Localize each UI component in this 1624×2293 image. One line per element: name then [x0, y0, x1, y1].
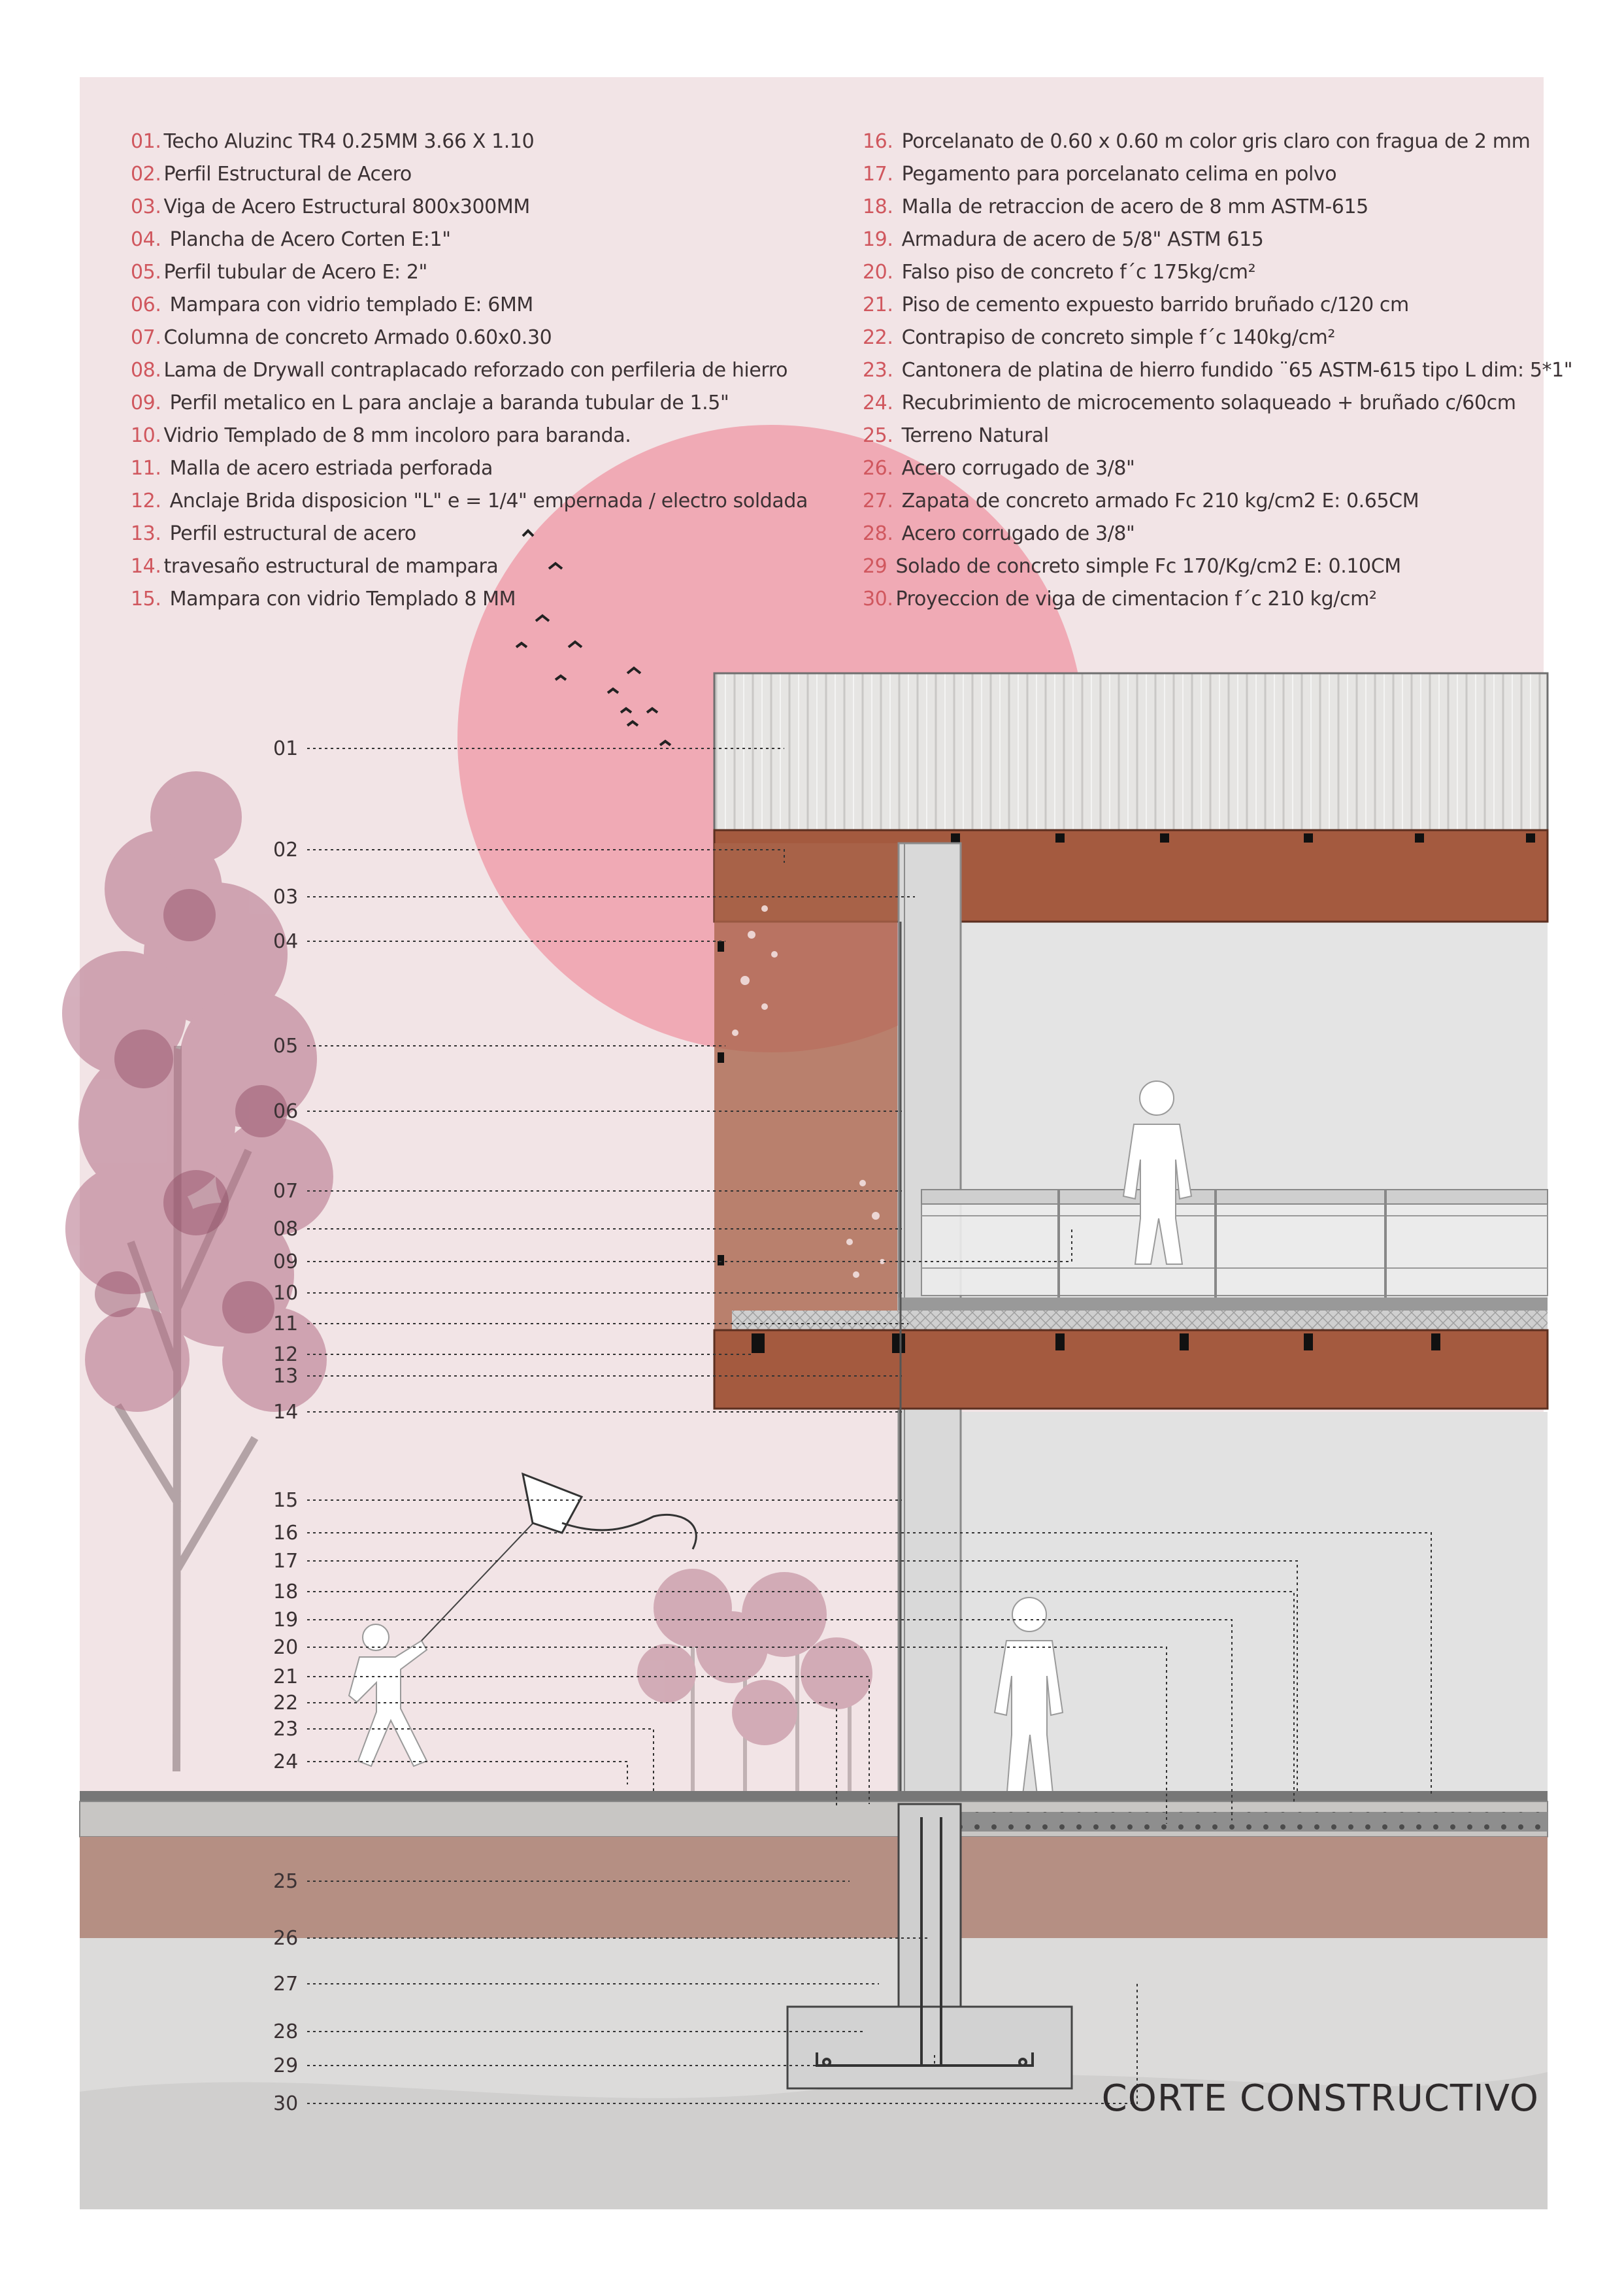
callout-number: 13	[273, 1365, 299, 1388]
legend-text: Columna de concreto Armado 0.60x0.30	[163, 326, 552, 349]
legend-item	[131, 191, 850, 224]
legend-item	[131, 550, 850, 583]
railing	[921, 1190, 1548, 1297]
legend-text: Mampara con vidrio Templado 8 MM	[163, 588, 516, 611]
legend-item	[131, 256, 850, 289]
legend-number: 09.	[131, 392, 161, 414]
foundation-pier	[899, 1804, 961, 2007]
legend-text: Solado de concreto simple Fc 170/Kg/cm2 E: 0.10CM	[889, 555, 1401, 578]
legend-text: Armadura de acero de 5/8" ASTM 615	[895, 228, 1264, 251]
footing	[787, 2007, 1072, 2088]
legend-item	[131, 583, 850, 616]
legend-number: 14.	[131, 555, 161, 578]
legend-item	[863, 289, 1595, 322]
legend-number: 26.	[863, 457, 893, 480]
legend-item	[131, 420, 850, 452]
legend-text: Terreno Natural	[895, 424, 1049, 447]
legend-item	[131, 224, 850, 256]
legend-text: Falso piso de concreto f´c 175kg/cm²	[895, 261, 1256, 284]
ground-line	[80, 1791, 1548, 1801]
legend-right	[863, 126, 1595, 616]
legend-number: 16.	[863, 130, 893, 153]
callout-number: 30	[273, 2092, 299, 2115]
legend-number: 29	[863, 555, 887, 578]
legend-item	[131, 126, 850, 158]
callout-number: 18	[273, 1581, 299, 1603]
interior-lower	[961, 1412, 1548, 1804]
legend-number: 11.	[131, 457, 161, 480]
callout-number: 22	[273, 1692, 299, 1715]
legend-number: 04.	[131, 228, 161, 251]
callout-number: 08	[273, 1218, 299, 1241]
earth-layer	[80, 1837, 1548, 1938]
legend-text: Acero corrugado de 3/8"	[895, 522, 1135, 545]
legend-number: 22.	[863, 326, 893, 349]
legend-number: 27.	[863, 490, 893, 512]
callout-number: 20	[273, 1636, 299, 1659]
legend-number: 19.	[863, 228, 893, 251]
legend-item	[131, 289, 850, 322]
legend-number: 24.	[863, 392, 893, 414]
legend-text: Malla de retraccion de acero de 8 mm ASTM-615	[895, 195, 1368, 218]
callout-number: 14	[273, 1401, 299, 1424]
legend-number: 12.	[131, 490, 161, 512]
legend-number: 20.	[863, 261, 893, 284]
legend-item	[131, 518, 850, 550]
steel-deck	[732, 1311, 1548, 1330]
legend-number: 30.	[863, 588, 893, 611]
legend-text: Plancha de Acero Corten E:1"	[163, 228, 451, 251]
legend-text: Proyeccion de viga de cimentacion f´c 210 kg/cm²	[895, 588, 1377, 611]
legend-text: Recubrimiento de microcemento solaqueado + bruñado c/60cm	[895, 392, 1516, 414]
legend-text: Viga de Acero Estructural 800x300MM	[163, 195, 530, 218]
legend-number: 07.	[131, 326, 161, 349]
callout-number: 19	[273, 1609, 299, 1632]
legend-number: 23.	[863, 359, 893, 382]
callout-number: 23	[273, 1718, 299, 1741]
legend-number: 02.	[131, 163, 161, 186]
legend-item	[863, 158, 1595, 191]
legend-text: Porcelanato de 0.60 x 0.60 m color gris claro con fragua de 2 mm	[895, 130, 1531, 153]
callout-number: 05	[273, 1035, 299, 1058]
legend-text: Perfil Estructural de Acero	[163, 163, 412, 186]
legend-text: Lama de Drywall contraplacado reforzado con perfileria de hierro	[163, 359, 788, 382]
callout-number: 12	[273, 1343, 299, 1366]
callout-number: 29	[273, 2054, 299, 2077]
legend-text: Piso de cemento expuesto barrido bruñado c/120 cm	[895, 293, 1409, 316]
legend-item	[863, 322, 1595, 354]
callout-number: 26	[273, 1927, 299, 1950]
legend-text: Zapata de concreto armado Fc 210 kg/cm2 E: 0.65CM	[895, 490, 1419, 512]
legend-item	[863, 387, 1595, 420]
callout-number: 07	[273, 1180, 299, 1203]
legend-number: 25.	[863, 424, 893, 447]
legend-text: Perfil tubular de Acero E: 2"	[163, 261, 427, 284]
legend-item	[863, 452, 1595, 485]
legend-number: 06.	[131, 293, 161, 316]
callout-number: 21	[273, 1665, 299, 1688]
legend-item	[863, 256, 1595, 289]
callout-number: 28	[273, 2020, 299, 2043]
legend-item	[863, 550, 1595, 583]
legend-text: Malla de acero estriada perforada	[163, 457, 493, 480]
legend-item	[863, 191, 1595, 224]
legend-number: 21.	[863, 293, 893, 316]
legend-text: Perfil metalico en L para anclaje a baranda tubular de 1.5"	[163, 392, 729, 414]
callout-number: 15	[273, 1489, 299, 1512]
legend-number: 10.	[131, 424, 161, 447]
callout-number: 10	[273, 1282, 299, 1305]
legend-item	[863, 224, 1595, 256]
legend-text: Anclaje Brida disposicion "L" e = 1/4" empernada / electro soldada	[163, 490, 808, 512]
legend-text: Techo Aluzinc TR4 0.25MM 3.66 X 1.10	[163, 130, 535, 153]
legend-item	[131, 158, 850, 191]
legend-item	[863, 420, 1595, 452]
callout-number: 24	[273, 1750, 299, 1773]
drawing-title: CORTE CONSTRUCTIVO	[1101, 2077, 1539, 2120]
legend-item	[131, 322, 850, 354]
legend-text: Pegamento para porcelanato celima en polvo	[895, 163, 1337, 186]
callout-number: 17	[273, 1550, 299, 1573]
legend-text: Cantonera de platina de hierro fundido ¨65 ASTM-615 tipo L dim: 5*1"	[895, 359, 1573, 382]
legend-item	[863, 485, 1595, 518]
legend-item	[863, 126, 1595, 158]
legend-item	[863, 354, 1595, 387]
legend-number: 15.	[131, 588, 161, 611]
callout-number: 02	[273, 839, 299, 862]
legend-number: 18.	[863, 195, 893, 218]
roof-panel	[714, 673, 1548, 830]
legend-number: 17.	[863, 163, 893, 186]
legend-left	[131, 126, 850, 616]
legend-text: Perfil estructural de acero	[163, 522, 416, 545]
legend-text: Contrapiso de concreto simple f´c 140kg/cm²	[895, 326, 1336, 349]
callout-number: 03	[273, 886, 299, 909]
legend-number: 28.	[863, 522, 893, 545]
legend-text: Acero corrugado de 3/8"	[895, 457, 1135, 480]
legend-text: Mampara con vidrio templado E: 6MM	[163, 293, 533, 316]
legend-number: 08.	[131, 359, 161, 382]
callout-number: 11	[273, 1313, 299, 1335]
legend-item	[863, 583, 1595, 616]
callout-number: 16	[273, 1522, 299, 1545]
legend-item	[863, 518, 1595, 550]
legend-item	[131, 387, 850, 420]
legend-item	[131, 354, 850, 387]
legend-item	[131, 485, 850, 518]
legend-text: travesaño estructural de mampara	[163, 555, 499, 578]
legend-number: 13.	[131, 522, 161, 545]
callout-number: 01	[273, 737, 299, 760]
floor-tiles	[961, 1812, 1548, 1832]
callout-number: 27	[273, 1973, 299, 1996]
callout-number: 06	[273, 1100, 299, 1123]
legend-text: Vidrio Templado de 8 mm incoloro para baranda.	[163, 424, 631, 447]
mid-beam	[714, 1330, 1548, 1409]
legend-item	[131, 452, 850, 485]
legend-number: 01.	[131, 130, 161, 153]
legend-number: 05.	[131, 261, 161, 284]
callout-number: 09	[273, 1250, 299, 1273]
floor-finish	[899, 1297, 1548, 1311]
legend-number: 03.	[131, 195, 161, 218]
callout-number: 25	[273, 1870, 299, 1893]
callout-number: 04	[273, 930, 299, 953]
